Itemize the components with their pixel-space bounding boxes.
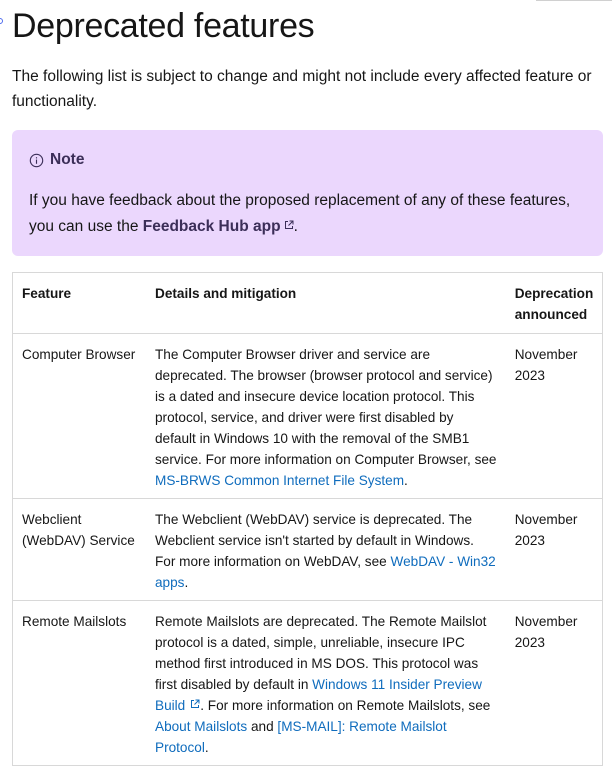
- table-row: [13, 499, 603, 601]
- deprecated-features-table: [12, 272, 603, 766]
- date-cell: November 2023: [506, 334, 603, 499]
- feature-cell: Computer Browser: [13, 334, 147, 499]
- about-mailslots-link[interactable]: About Mailslots: [155, 719, 248, 734]
- note-title: [29, 150, 84, 170]
- anchor-dot-icon: [0, 18, 3, 24]
- details-cell: The Webclient (WebDAV) service is deprecated. The Webclient service isn't started by default in Windows. For more information on WebDAV, see WebDAV - Win32 apps.: [146, 499, 506, 601]
- insider-preview-link[interactable]: Windows 11 Insider Preview Build: [155, 677, 482, 713]
- webdav-link[interactable]: WebDAV - Win32 apps: [155, 554, 496, 590]
- date-cell: November 2023: [506, 499, 603, 601]
- table-row: [13, 601, 603, 766]
- note-body: If you have feedback about the proposed replacement of any of these features, you can use the Feedback Hub app .: [29, 192, 571, 235]
- page-title: Deprecated features: [12, 7, 315, 45]
- details-cell: Remote Mailslots are deprecated. The Remote Mailslot protocol is a dated, simple, unreliable, insecure IPC method first introduced in MS DOS. This protocol was first disabled by default in Windows 11 Insider Preview Build . For more information on Remote Mailslots, see About Mailslots and [MS-MAIL]: Remote Mailslot Protocol.: [146, 601, 506, 766]
- table-row: [13, 334, 603, 499]
- col-header-feature: Feature: [13, 273, 147, 334]
- intro-text: The following list is subject to change and might not include every affected feature or functionality.: [12, 68, 592, 110]
- table-header-row: [13, 273, 603, 334]
- note-callout: [12, 130, 603, 256]
- external-link-icon: [190, 699, 200, 709]
- col-header-deprecation: Deprecation announced: [506, 273, 603, 334]
- info-circle-icon: [29, 153, 44, 168]
- date-cell: November 2023: [506, 601, 603, 766]
- ms-mail-link[interactable]: [MS-MAIL]: Remote Mailslot Protocol: [155, 719, 447, 755]
- feature-cell: Webclient (WebDAV) Service: [13, 499, 147, 601]
- feedback-hub-link[interactable]: Feedback Hub app: [142, 218, 281, 235]
- note-title-label: Note: [50, 151, 85, 168]
- top-divider: [536, 0, 612, 1]
- ms-brws-link[interactable]: MS-BRWS Common Internet File System: [155, 473, 405, 488]
- col-header-details: Details and mitigation: [146, 273, 506, 334]
- external-link-icon: [284, 220, 294, 230]
- feature-cell: Remote Mailslots: [13, 601, 147, 766]
- details-cell: The Computer Browser driver and service are deprecated. The browser (browser protocol and service) is a dated and insecure device location protocol. This protocol, service, and driver were first disabled by default in Windows 10 with the removal of the SMB1 service. For more information on Computer Browser, see MS-BRWS Common Internet File System.: [146, 334, 506, 499]
